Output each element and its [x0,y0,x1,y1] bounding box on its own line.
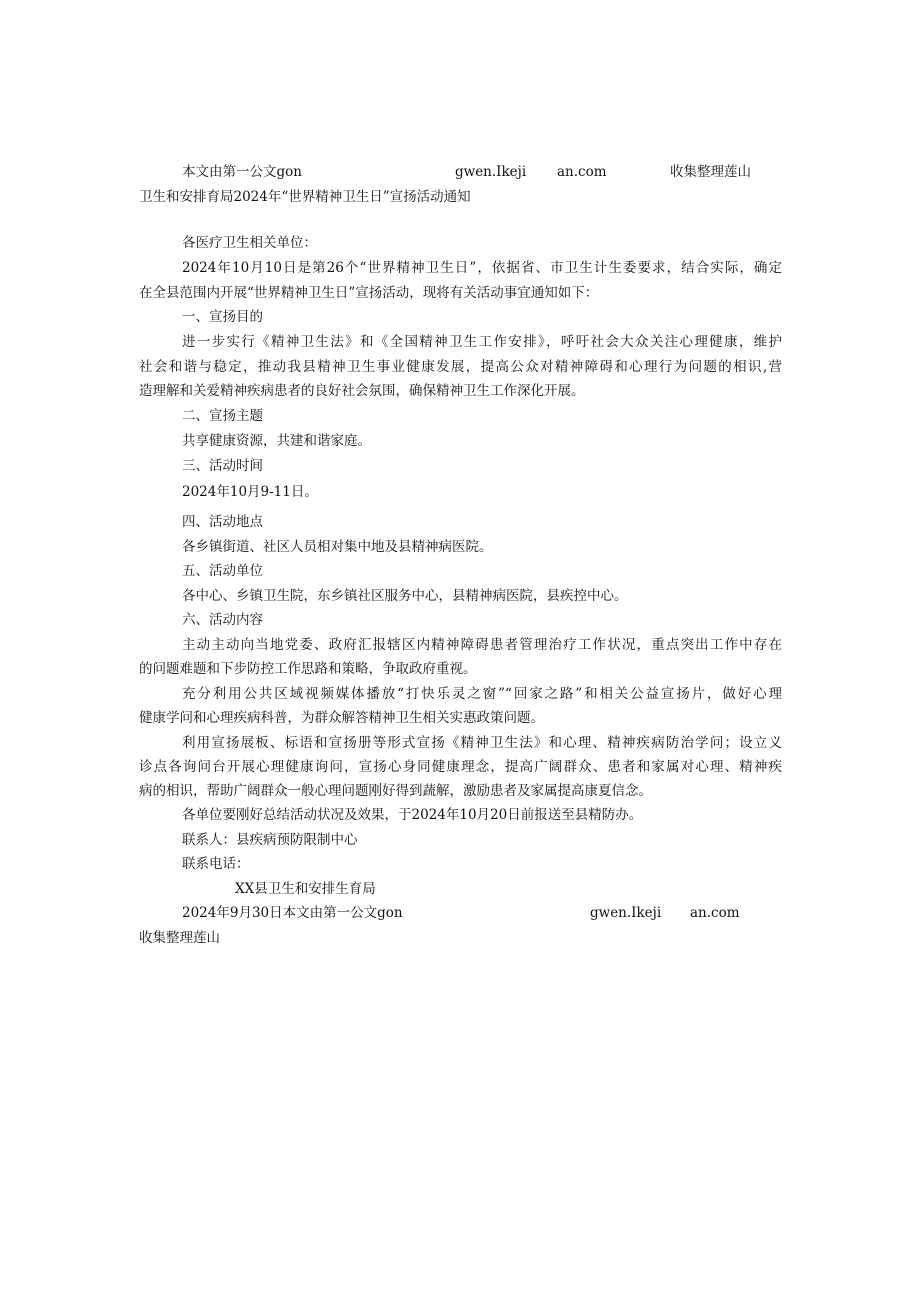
header-source-text: 本文由第一公文gon [182,164,302,180]
section-5-heading: 五、活动单位 [182,563,263,579]
section-2-content: 共享健康资源，共建和谐家庭。 [182,433,371,449]
report-instruction: 各单位要刚好总结活动状况及效果，于2024年10月20日前报送至县精防办。 [182,807,643,823]
document-title: 卫生和安排育局2024年“世界精神卫生日”宣扬活动通知 [139,189,471,205]
header-source-collected: 收集整理莲山 [670,164,751,180]
header-source-domain-suffix: an.com [557,164,607,180]
section-1-heading: 一、宣扬目的 [182,309,263,325]
section-4-heading: 四、活动地点 [182,514,263,530]
section-5-content: 各中心、乡镇卫生院，东乡镇社区服务中心，县精神病医院，县疾控中心。 [182,588,628,604]
contact-person: 联系人：县疾病预防限制中心 [182,832,358,848]
section-3-heading: 三、活动时间 [182,458,263,474]
section-2-heading: 二、宣扬主题 [182,408,263,424]
section-6-heading: 六、活动内容 [182,612,263,628]
section-6-para-3-line-3: 病的相识，帮助广阔群众一般心理问题刚好得到蔬解，激励患者及家属提高康夏信念。 [139,783,652,799]
section-3-content: 2024年10月9-11日。 [182,484,318,500]
intro-line-1: 2024年10月10日是第26个“世界精神卫生日”，依据省、市卫生计生委要求，结合实际，确定 [182,260,782,276]
section-6-para-3-line-2: 诊点各询问台开展心理健康询问，宣扬心身同健康理念，提高广阔群众、患者和家属对心理、精神疾 [139,759,782,775]
section-1-line-2: 社会和谐与稳定，推动我县精神卫生事业健康发展，提高公众对精神障碍和心理行为问题的相识,营 [139,359,782,375]
contact-phone: 联系电话： [182,856,250,872]
header-source-domain-part: gwen.Ikeji [455,164,527,180]
intro-line-2: 在全县范围内开展“世界精神卫生日”宣扬活动，现将有关活动事宜通知如下： [139,285,599,301]
footer-source-domain-part: gwen.Ikeji [590,905,662,921]
issuing-organization: XX县卫生和安排生育局 [235,881,376,897]
section-4-content: 各乡镇街道、社区人员相对集中地及县精神病医院。 [182,539,493,555]
section-6-para-3-line-1: 利用宣扬展板、标语和宣扬册等形式宣扬《精神卫生法》和心理、精神疾病防治学问；设立义 [182,735,782,751]
footer-source-domain-suffix: an.com [690,905,740,921]
section-6-para-2-line-2: 健康学问和心理疾病科普，为群众解答精神卫生相关实惠政策问题。 [139,710,544,726]
footer-source-collected: 收集整理莲山 [139,930,220,946]
section-1-line-1: 进一步实行《精神卫生法》和《全国精神卫生工作安排》，呼吁社会大众关注心理健康，维护 [182,334,782,350]
greeting: 各医疗卫生相关单位： [182,235,317,251]
section-6-para-1-line-2: 的问题难题和下步防控工作思路和策略，争取政府重视。 [139,661,477,677]
section-6-para-1-line-1: 主动主动向当地党委、政府汇报辖区内精神障碍患者管理治疗工作状况，重点突出工作中存在 [182,637,782,653]
section-1-line-3: 造理解和关爱精神疾病患者的良好社会氛围，确保精神卫生工作深化开展。 [139,383,585,399]
footer-date-source: 2024年9月30日本文由第一公文gon [182,905,403,921]
section-6-para-2-line-1: 充分利用公共区域视频媒体播放“打快乐灵之窗”“回家之路”和相关公益宣扬片，做好心理 [182,686,782,702]
